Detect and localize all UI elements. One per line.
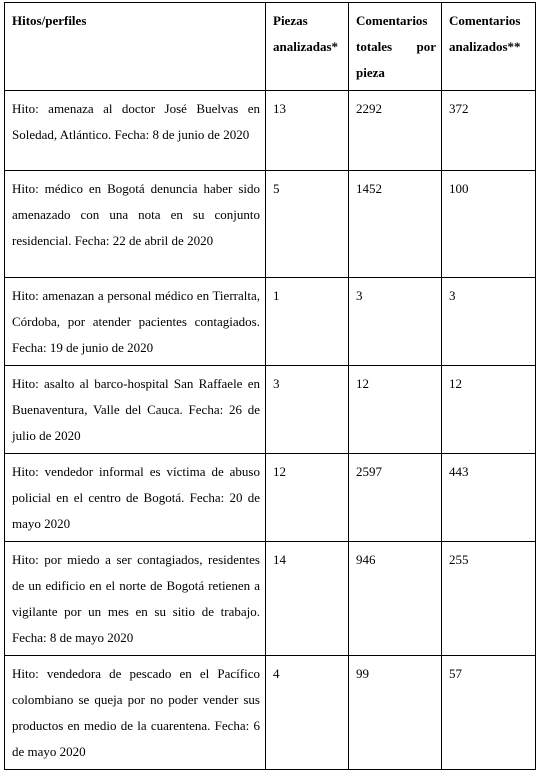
analizados-cell: 443 [442,454,536,542]
analizados-cell: 57 [442,656,536,770]
piezas-cell: 5 [266,171,349,278]
table-row [5,278,536,366]
hito-cell: Hito: médico en Bogotá denuncia haber sido amenazado con una nota en su conjunto residencial. Fecha: 22 de abril de 2020 [5,171,266,278]
table-row [5,171,536,278]
table-row [5,542,536,656]
piezas-cell: 3 [266,366,349,454]
totales-cell: 2292 [349,91,442,171]
totales-cell: 12 [349,366,442,454]
table-row [5,656,536,770]
piezas-cell: 4 [266,656,349,770]
totales-cell: 946 [349,542,442,656]
header-piezas-analizadas: Piezas analizadas* [266,3,349,91]
analizados-cell: 255 [442,542,536,656]
piezas-cell: 12 [266,454,349,542]
totales-cell: 3 [349,278,442,366]
hito-cell: Hito: amenazan a personal médico en Tierralta, Córdoba, por atender pacientes contagiados. Fecha: 19 de junio de 2020 [5,278,266,366]
piezas-cell: 1 [266,278,349,366]
analizados-cell: 372 [442,91,536,171]
analizados-cell: 12 [442,366,536,454]
hitos-table [4,2,536,770]
table-header-row [5,3,536,91]
hito-cell: Hito: amenaza al doctor José Buelvas en Soledad, Atlántico. Fecha: 8 de junio de 2020 [5,91,266,171]
hito-cell: Hito: por miedo a ser contagiados, residentes de un edificio en el norte de Bogotá retienen a vigilante por un mes en su sitio de trabajo. Fecha: 8 de mayo 2020 [5,542,266,656]
hito-cell: Hito: asalto al barco-hospital San Raffaele en Buenaventura, Valle del Cauca. Fecha: 26 de julio de 2020 [5,366,266,454]
piezas-cell: 14 [266,542,349,656]
analizados-cell: 100 [442,171,536,278]
header-hitos-perfiles: Hitos/perfiles [5,3,266,91]
header-comentarios-totales: Comentarios totales por pieza [349,3,442,91]
piezas-cell: 13 [266,91,349,171]
totales-cell: 2597 [349,454,442,542]
analizados-cell: 3 [442,278,536,366]
hito-cell: Hito: vendedor informal es víctima de abuso policial en el centro de Bogotá. Fecha: 20 de mayo 2020 [5,454,266,542]
table-row [5,366,536,454]
table-row [5,454,536,542]
totales-cell: 99 [349,656,442,770]
table-row [5,91,536,171]
header-comentarios-analizados: Comentarios analizados** [442,3,536,91]
totales-cell: 1452 [349,171,442,278]
hito-cell: Hito: vendedora de pescado en el Pacífico colombiano se queja por no poder vender sus productos en medio de la cuarentena. Fecha: 6 de mayo 2020 [5,656,266,770]
